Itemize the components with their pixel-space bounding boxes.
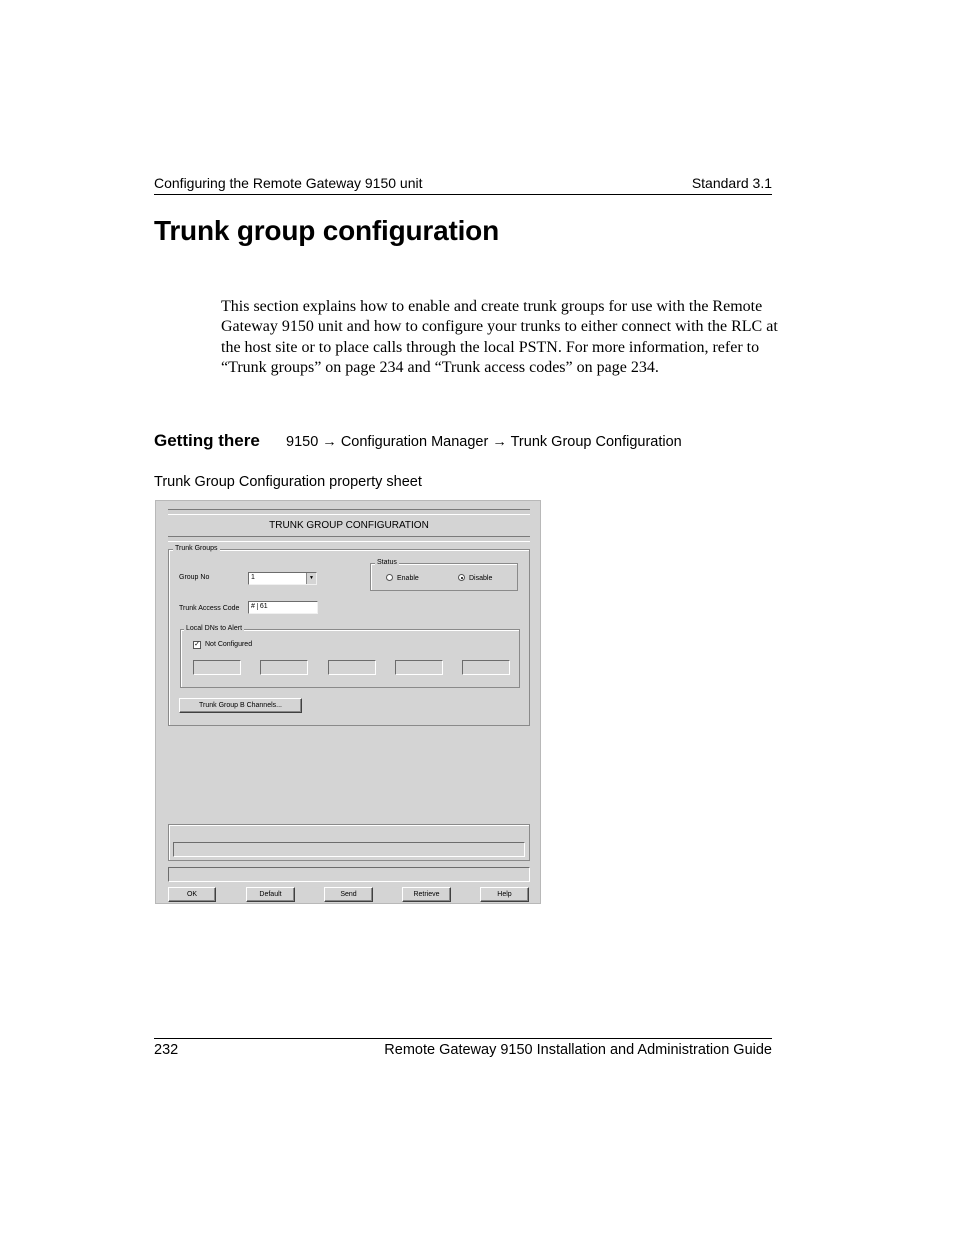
access-code-field[interactable]	[248, 601, 318, 614]
send-button[interactable]: Send	[324, 887, 373, 902]
page-title: Trunk group configuration	[154, 215, 499, 246]
local-dn-field[interactable]	[395, 660, 443, 675]
status-enable-label: Enable	[397, 575, 419, 582]
local-dn-field[interactable]	[193, 660, 241, 675]
status-enable-radio[interactable]	[386, 574, 393, 581]
ok-button[interactable]: OK	[168, 887, 216, 902]
progress-bar	[168, 867, 530, 882]
status-disable-label: Disable	[469, 575, 493, 582]
group-no-dropdown[interactable]	[248, 572, 317, 585]
chevron-down-icon[interactable]: ▼	[306, 573, 316, 584]
retrieve-button[interactable]: Retrieve	[402, 887, 451, 902]
page-number: 232	[154, 1042, 179, 1058]
not-configured-label: Not Configured	[205, 641, 253, 648]
navigation-path: 9150 → Configuration Manager → Trunk Group Configuration	[286, 434, 682, 450]
group-no-label: Group No	[179, 574, 210, 581]
local-dns-label: Local DNs to Alert	[186, 625, 243, 632]
dialog-top-bar	[168, 509, 530, 515]
status-label: Status	[377, 559, 397, 566]
local-dn-field[interactable]	[462, 660, 510, 675]
running-header-left: Configuring the Remote Gateway 9150 unit	[154, 175, 423, 191]
intro-paragraph: This section explains how to enable and create trunk groups for use with the Remote Gateway 9150 unit and how to configure your trunks to either connect with the RLC at the host site or to place calls through the local PSTN. For more information, refer to “Trunk groups” on page 234 and “Trunk access codes” on page 234.	[221, 298, 778, 376]
default-button[interactable]: Default	[246, 887, 295, 902]
footer-rule	[154, 1038, 772, 1039]
not-configured-checkbox[interactable]: ✓	[194, 641, 200, 648]
status-message-field	[173, 842, 525, 857]
help-button[interactable]: Help	[480, 887, 529, 902]
dialog-title: TRUNK GROUP CONFIGURATION	[269, 520, 429, 531]
local-dn-field[interactable]	[328, 660, 376, 675]
trunk-group-dialog	[155, 500, 541, 904]
access-code-label: Trunk Access Code	[179, 605, 240, 612]
figure-caption: Trunk Group Configuration property sheet	[154, 474, 422, 490]
dialog-title-bar	[168, 536, 530, 542]
trunk-groups-label: Trunk Groups	[175, 545, 218, 552]
status-disable-radio[interactable]	[458, 574, 465, 581]
footer-title: Remote Gateway 9150 Installation and Administration Guide	[384, 1042, 772, 1058]
local-dn-field[interactable]	[260, 660, 308, 675]
access-code-value: 61	[257, 603, 268, 610]
running-header-right: Standard 3.1	[691, 175, 772, 191]
trunk-group-channels-button[interactable]: Trunk Group B Channels...	[179, 698, 302, 713]
access-code-prefix: #	[251, 603, 255, 610]
local-dns-box	[180, 629, 520, 688]
getting-there-label: Getting there	[154, 431, 260, 450]
group-no-value: 1	[251, 574, 255, 581]
header-rule	[154, 194, 772, 195]
